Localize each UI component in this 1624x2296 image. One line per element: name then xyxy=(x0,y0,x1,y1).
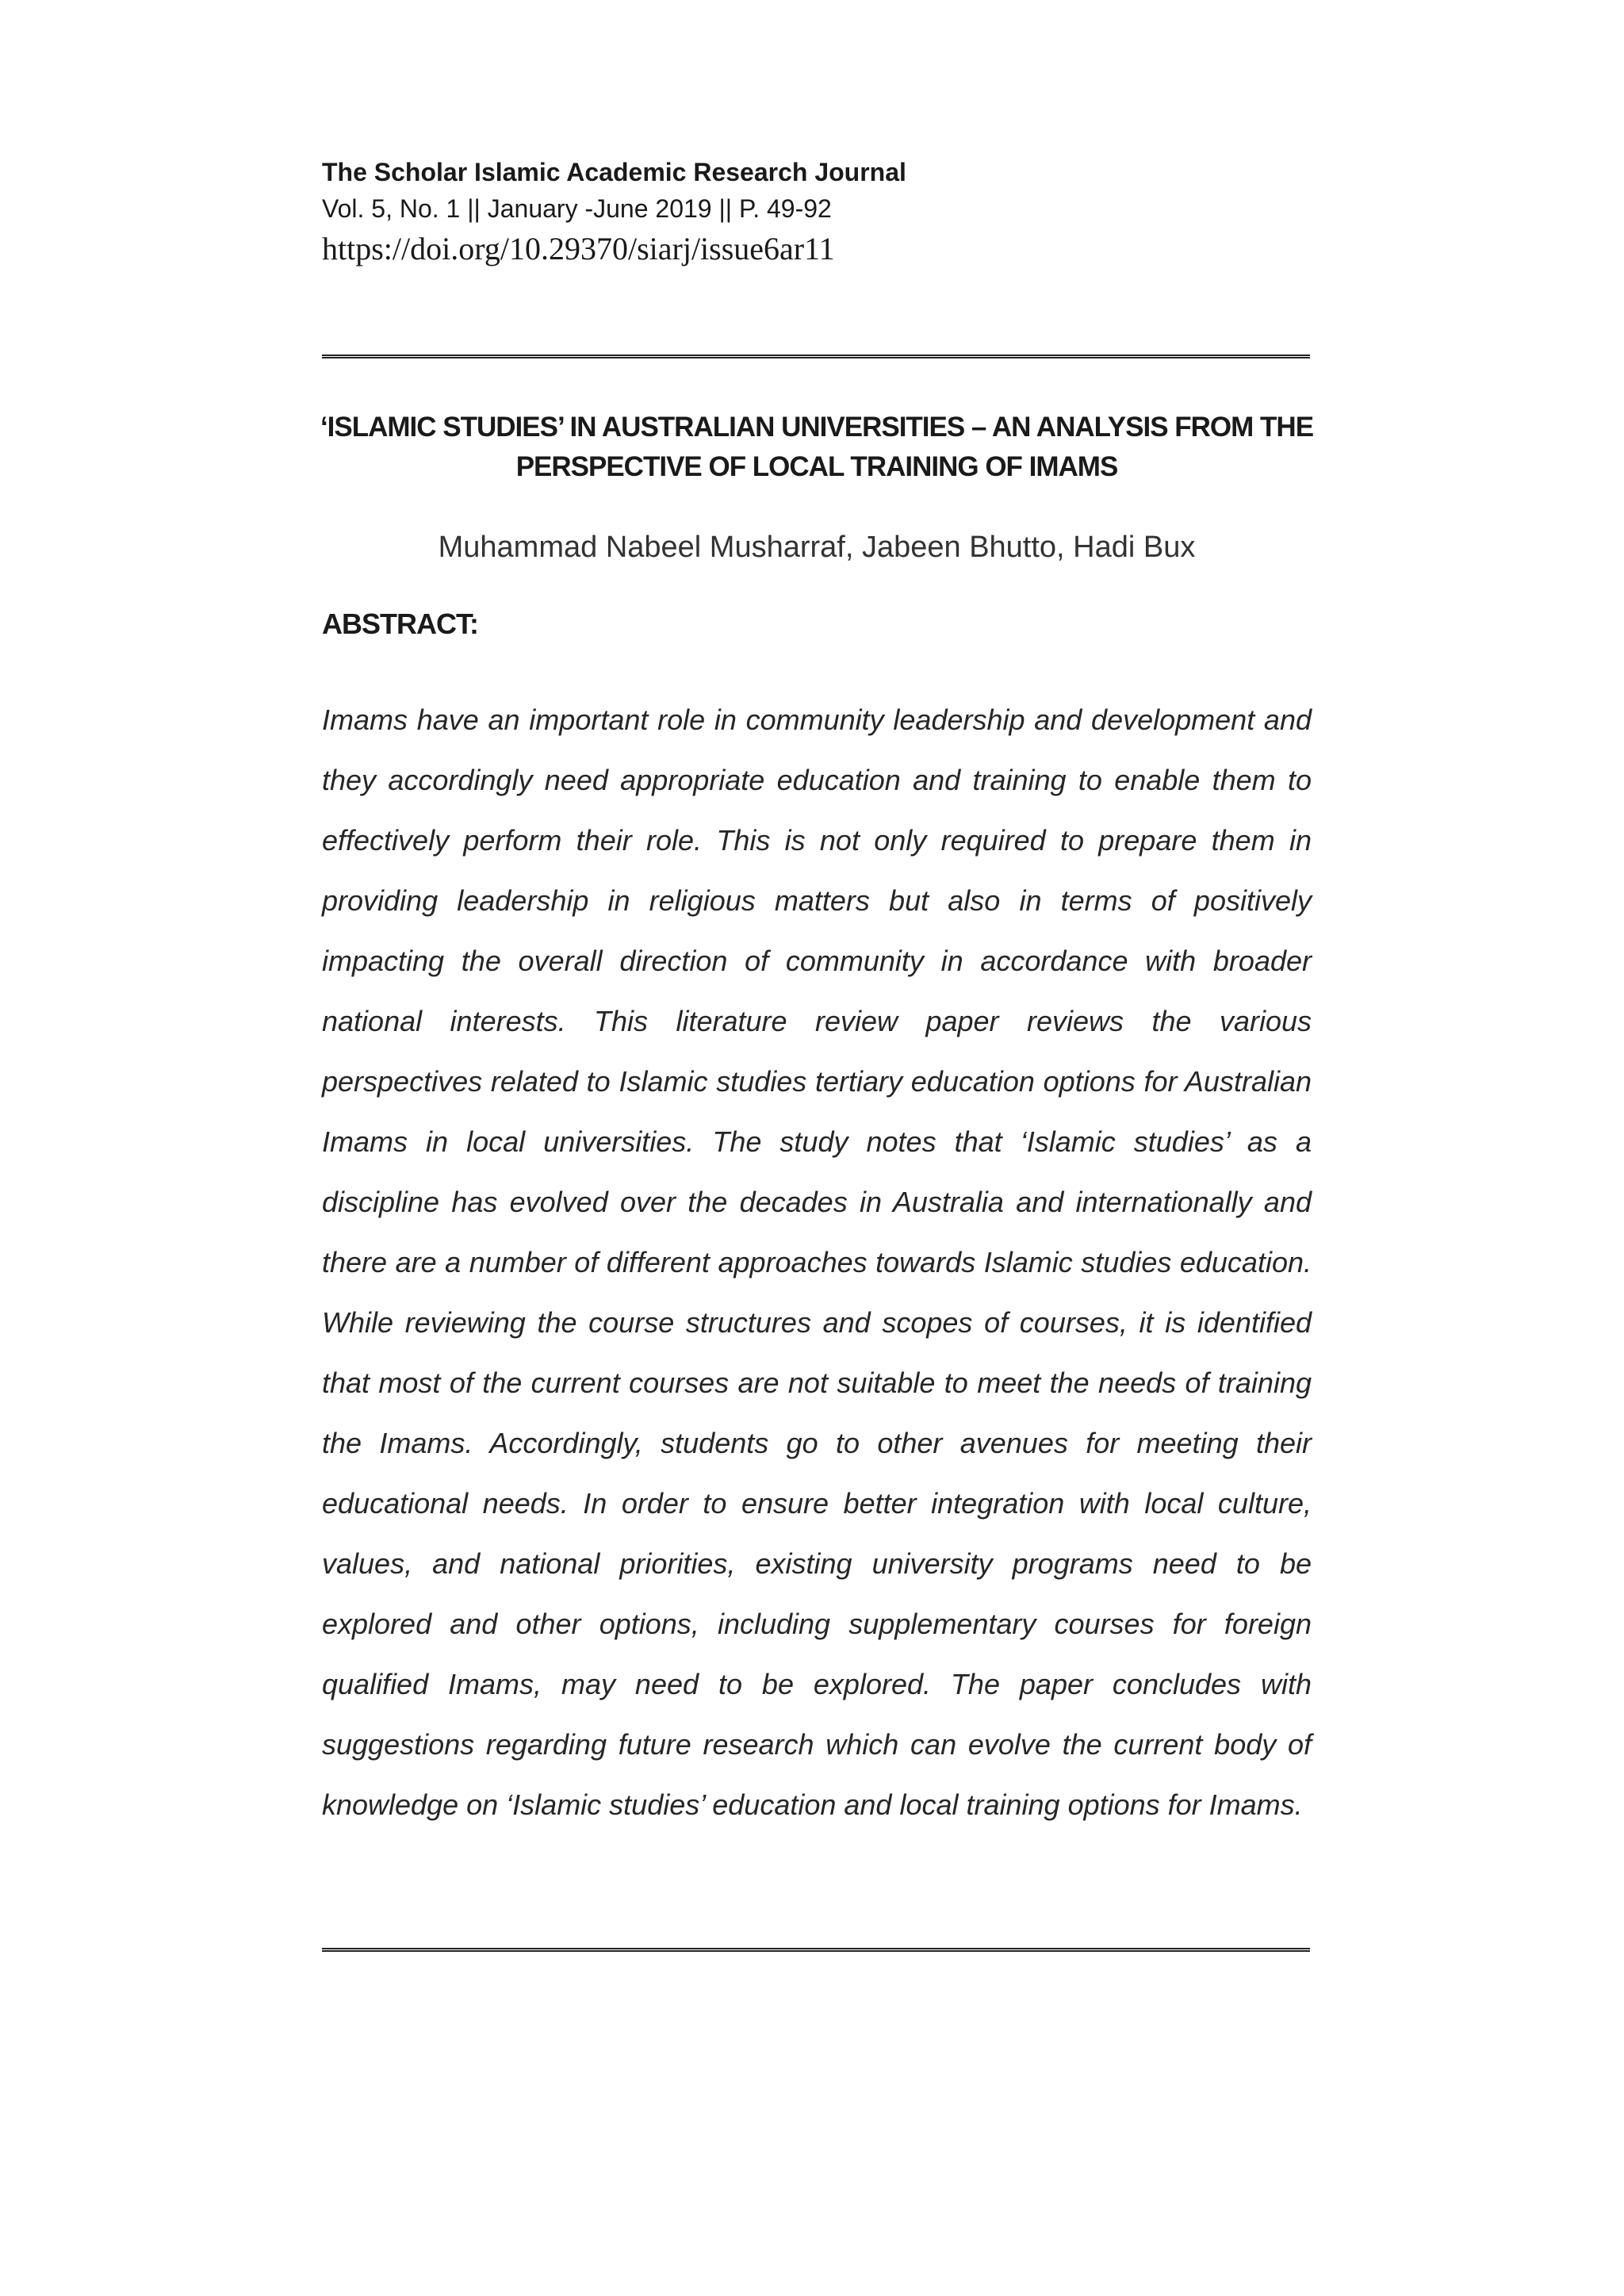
article-title-line-1: ‘ISLAMIC STUDIES’ IN AUSTRALIAN UNIVERSITIES – AN ANALYSIS FROM THE xyxy=(320,412,1314,443)
top-divider xyxy=(322,355,1310,358)
bottom-divider xyxy=(322,1948,1310,1952)
journal-issue-info: Vol. 5, No. 1 || January -June 2019 || P. 49-92 xyxy=(322,194,832,223)
article-title-line-2: PERSPECTIVE OF LOCAL TRAINING OF IMAMS xyxy=(515,451,1118,482)
journal-doi: https://doi.org/10.29370/siarj/issue6ar11 xyxy=(322,231,835,266)
journal-header xyxy=(322,154,1353,271)
journal-name: The Scholar Islamic Academic Research Journal xyxy=(322,158,906,186)
author-list: Muhammad Nabeel Musharraf, Jabeen Bhutto, Hadi Bux xyxy=(438,531,1196,564)
abstract-text: Imams have an important role in community leadership and development and they accordingly need appropriate education and training to enable them to effectively perform their role. This is not only required to prepare them in providing leadership in religious matters but also in terms of positively impacting the overall direction of community in accordance with broader national interests. This literature review paper reviews the various perspectives related to Islamic studies tertiary education options for Australian Imams in local universities. The study notes that ‘Islamic studies’ as a discipline has evolved over the decades in Australia and internationally and there are a number of different approaches towards Islamic studies education. While reviewing the course structures and scopes of courses, it is identified that most of the current courses are not suitable to meet the needs of training the Imams. Accordingly, students go to other avenues for meeting their educational needs. In order to ensure better integration with local culture, values, and national priorities, existing university programs need to be explored and other options, including supplementary courses for foreign qualified Imams, may need to be explored. The paper concludes with suggestions regarding future research which can evolve the current body of knowledge on ‘Islamic studies’ education and local training options for Imams. xyxy=(322,703,1312,1821)
abstract-heading: ABSTRACT: xyxy=(322,608,478,640)
article-title xyxy=(301,408,1332,487)
